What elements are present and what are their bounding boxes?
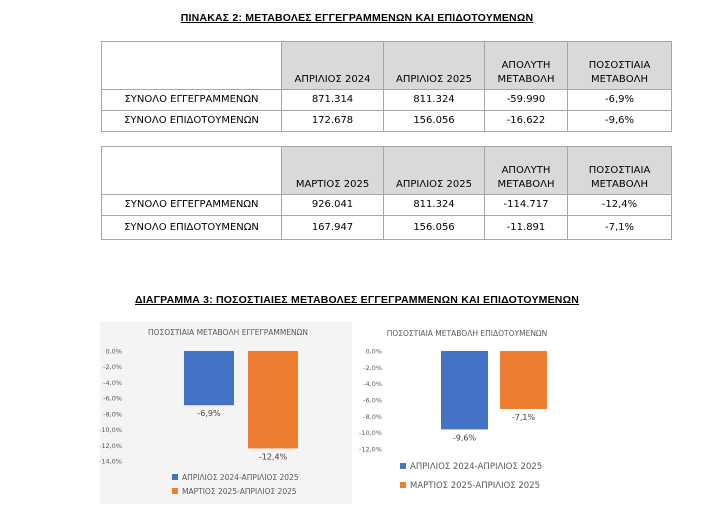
header-col3: ΑΠΟΛΥΤΗ ΜΕΤΑΒΟΛΗ [485,147,568,195]
row-value: -6,9% [568,90,672,111]
legend-swatch [172,488,178,494]
legend-label: ΑΠΡΙΛΙΟΣ 2024-ΑΠΡΙΛΙΟΣ 2025 [182,473,299,482]
header-col1: ΜΑΡΤΙΟΣ 2025 [282,147,384,195]
header-col4: ΠΟΣΟΣΤΙΑΙΑ ΜΕΤΑΒΟΛΗ [568,147,672,195]
row-value: -12,4% [568,195,672,216]
chart-registered-svg [100,322,356,504]
y-tick-label: 0,0% [365,347,382,356]
legend-label: ΜΑΡΤΙΟΣ 2025-ΑΠΡΙΛΙΟΣ 2025 [410,481,540,491]
row-label: ΣΥΝΟΛΟ ΕΓΓΕΓΡΑΜΜΕΝΩΝ [102,195,282,216]
table-header-row [102,42,672,90]
row-value: -16.622 [485,111,568,132]
row-label: ΣΥΝΟΛΟ ΕΓΓΕΓΡΑΜΜΕΝΩΝ [102,90,282,111]
row-value: -11.891 [485,216,568,240]
y-tick-label: -8,0% [103,410,122,419]
header-col4: ΠΟΣΟΣΤΙΑΙΑ ΜΕΤΑΒΟΛΗ [568,42,672,90]
bar-2 [248,351,298,448]
row-value: 926.041 [282,195,384,216]
row-value: 811.324 [384,195,485,216]
row-value: -114.717 [485,195,568,216]
table-title: ΠΙΝΑΚΑΣ 2: ΜΕΤΑΒΟΛΕΣ ΕΓΓΕΓΡΑΜΜΕΝΩΝ ΚΑΙ ΕΠΙΔΟΤΟΥΜΕΝΩΝ [180,12,534,24]
data-label: -12,4% [258,452,288,462]
row-label: ΣΥΝΟΛΟ ΕΠΙΔΟΤΟΥΜΕΝΩΝ [102,111,282,132]
bar-1 [184,351,234,405]
row-value: 811.324 [384,90,485,111]
row-value: 172.678 [282,111,384,132]
row-value: -9,6% [568,111,672,132]
y-tick-label: -4,0% [103,378,122,387]
diagram-title: ΔΙΑΓΡΑΜΜΑ 3: ΠΟΣΟΣΤΙΑΙΕΣ ΜΕΤΑΒΟΛΕΣ ΕΓΓΕΓΡΑΜΜΕΝΩΝ ΚΑΙ ΕΠΙΔΟΤΟΥΜΕΝΩΝ [135,294,579,306]
table-row [102,111,672,132]
header-col1: ΑΠΡΙΛΙΟΣ 2024 [282,42,384,90]
chart-title: ΠΟΣΟΣΤΙΑΙΑ ΜΕΤΑΒΟΛΗ ΕΓΓΕΓΡΑΜΜΕΝΩΝ [148,328,308,337]
row-label: ΣΥΝΟΛΟ ΕΠΙΔΟΤΟΥΜΕΝΩΝ [102,216,282,240]
y-tick-label: -6,0% [103,394,122,403]
table-spacer-row [102,132,672,147]
y-tick-label: 0,0% [105,347,122,356]
header-blank-cell [102,147,282,195]
data-label: -7,1% [511,412,536,422]
y-tick-label: -8,0% [363,412,382,421]
chart-registered [100,322,356,504]
y-tick-label: -4,0% [363,380,382,389]
y-tick-label: -6,0% [363,396,382,405]
data-label: -9,6% [452,433,477,443]
header-col2: ΑΠΡΙΛΙΟΣ 2025 [384,147,485,195]
row-value: -7,1% [568,216,672,240]
header-col3: ΑΠΟΛΥΤΗ ΜΕΤΑΒΟΛΗ [485,42,568,90]
header-blank-cell [102,42,282,90]
table-row [102,195,672,216]
changes-table [101,41,672,240]
y-tick-label: -2,0% [103,363,122,372]
legend-label: ΑΠΡΙΛΙΟΣ 2024-ΑΠΡΙΛΙΟΣ 2025 [410,462,543,472]
row-value: 156.056 [384,216,485,240]
row-value: -59.990 [485,90,568,111]
legend-swatch [400,463,406,469]
y-tick-label: -14,0% [100,457,122,466]
table-row [102,90,672,111]
chart-title: ΠΟΣΟΣΤΙΑΙΑ ΜΕΤΑΒΟΛΗ ΕΠΙΔΟΤΟΥΜΕΝΩΝ [386,329,548,338]
bar-1 [441,351,488,429]
header-col2: ΑΠΡΙΛΙΟΣ 2025 [384,42,485,90]
y-tick-label: -10,0% [100,426,122,435]
table-header-row [102,147,672,195]
table-row [102,216,672,240]
y-tick-label: -10,0% [359,429,382,438]
legend-swatch [400,482,406,488]
legend-label: ΜΑΡΤΙΟΣ 2025-ΑΠΡΙΛΙΟΣ 2025 [182,487,297,496]
legend-swatch [172,474,178,480]
row-value: 156.056 [384,111,485,132]
y-tick-label: -12,0% [100,441,122,450]
y-tick-label: -12,0% [359,445,382,454]
chart-subsidized-svg [352,322,586,504]
chart-subsidized [352,322,586,504]
bar-2 [500,351,547,409]
row-value: 871.314 [282,90,384,111]
y-tick-label: -2,0% [363,363,382,372]
data-label: -6,9% [197,409,221,419]
row-value: 167.947 [282,216,384,240]
